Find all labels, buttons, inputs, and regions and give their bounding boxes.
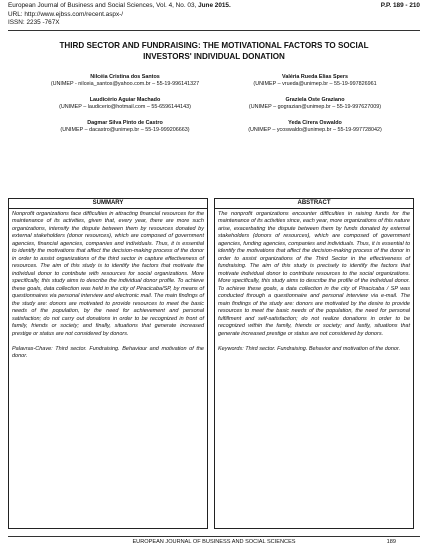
author-affiliation: (UNIMEP – laudicerio@hotmail.com – 55-6596144143) — [59, 103, 191, 110]
author-block — [220, 74, 410, 88]
author-block — [30, 74, 220, 88]
paper-title: THIRD SECTOR AND FUNDRAISING: THE MOTIVATIONAL FACTORS TO SOCIAL INVESTORS' INDIVIDUAL DONATION — [59, 41, 369, 61]
abstract-text: The nonprofit organizations encounter difficulties in raising funds for the maintenance of its activities since, each year, more organizations of this nature arise, exacerbating the dispute between them by funds donated by external stakeholders (donors of resources), which are composed of government agencies, funding agencies, companies and individuals. Thus, it is essential to identify the motivations that affect the decision-making process of the donor in order to assist organizations of the Third Sector in the effectiveness of fundraising. The aim of this study is precisely to identify the factors that motivate individual donor to contribute resources to the social organizations. More specifically, this study aims to describe the profile of the individual donor. To achieve these goals, a data collection in the city of Piracicaba / SP was conducted through a questionnaire and personal interview via e-mail. The main findings of the study are: donors are motivated by the desire to provide resources to meet the basic needs of the population, the need for personal fulfillment and self-satisfaction; do not realize donations in order to be recognized within the family, friends or society; and lastly, situations that generate increased prestige or status are not considered by donors. — [218, 210, 410, 337]
summary-keywords: Palavras-Chave: Third sector. Fundraising. Behaviour and motivation of the donor. — [12, 345, 204, 359]
author-name: Dagmar Silva Pinto de Castro — [87, 119, 163, 126]
author-block — [220, 120, 410, 134]
author-name: Valéria Rueda Elias Spers — [282, 74, 348, 80]
author-block — [30, 97, 220, 111]
author-affiliation: (UNIMEP – vrueda@unimep.br – 55-19-997826961 — [253, 80, 377, 87]
footer-journal: EUROPEAN JOURNAL OF BUSINESS AND SOCIAL SCIENCES — [132, 539, 296, 545]
author-affiliation: (UNIMEP – dacastro@unimep.br – 55-19-999206663) — [60, 126, 190, 133]
issue-date: June 2015. — [198, 2, 231, 9]
abstract-heading: ABSTRACT — [215, 199, 413, 209]
author-block — [30, 120, 220, 134]
page-number: 189 — [386, 539, 396, 545]
abstract-box — [214, 198, 414, 529]
author-name: Nilcéia Cristina dos Santos — [90, 74, 160, 80]
author-affiliation: (UNIMEP – gograzian@unimep.br – 55-19-997627009) — [248, 103, 382, 110]
journal-name: European Journal of Business and Social Sciences, Vol. 4, No. 03, — [8, 2, 197, 9]
footer-divider — [8, 536, 420, 537]
author-name: Laudicério Aguiar Machado — [89, 96, 161, 103]
summary-heading: SUMMARY — [9, 199, 207, 209]
journal-citation — [8, 2, 231, 11]
author-block — [220, 97, 410, 111]
author-row — [30, 120, 410, 134]
summary-text: Nonprofit organizations face difficulties in attracting financial resources for the maintenance of its activities, given that, every year, there are more such organizations, intensify the dispute between them by resources donated by external stakeholders (donor resources), which are composed of government agencies, financial agencies, companies and individuals. Thus, it is essential to identify the motivations that affect the decision-making process of the donor in order to assist organizations of the third sector in capture effectiveness of resources. The aim of this study is to identify the factors that motivate the individual donor to contribute with resources for social organizations. More specifically, this study aims to describe the individual donor profile. To achieve these goals, data collection was held in the city of Piracicaba/SP, by means of questionnaires via personal interview and electronic mail. The main findings of the study are: donors are motivated to provide resources to meet the basic needs of the population, by the need for achievement and personal satisfaction; do not carry out donations in order to be recognized in front of family, friends or society; and finally, situations that generate increased prestige or status are not considered by donors. — [12, 210, 204, 337]
summary-box — [8, 198, 208, 529]
author-row — [30, 74, 410, 88]
author-affiliation: (UNIMEP - nilceia_santos@yahoo.com.br – 55-19-996141327 — [50, 80, 200, 87]
header-divider — [8, 30, 420, 31]
journal-url[interactable]: URL: http://www.ejbss.com/recent.aspx-/ — [8, 10, 124, 18]
abstract-keywords: Keywords: Third sector. Fundraising. Behavior and motivation of the donor. — [218, 345, 401, 352]
page-range: P.P. 189 - 210 — [380, 2, 420, 9]
journal-header — [8, 2, 420, 28]
author-list — [30, 74, 410, 142]
author-name: Yeda Cirera Oswaldo — [288, 119, 342, 126]
journal-issn: ISSN: 2235 -767X — [8, 19, 60, 27]
page-footer — [8, 538, 420, 546]
author-name: Graziela Oste Graziano — [285, 96, 345, 103]
author-row — [30, 97, 410, 111]
author-affiliation: (UNIMEP – ycoswaldo@unimep.br – 55-19-997728042) — [248, 126, 382, 133]
